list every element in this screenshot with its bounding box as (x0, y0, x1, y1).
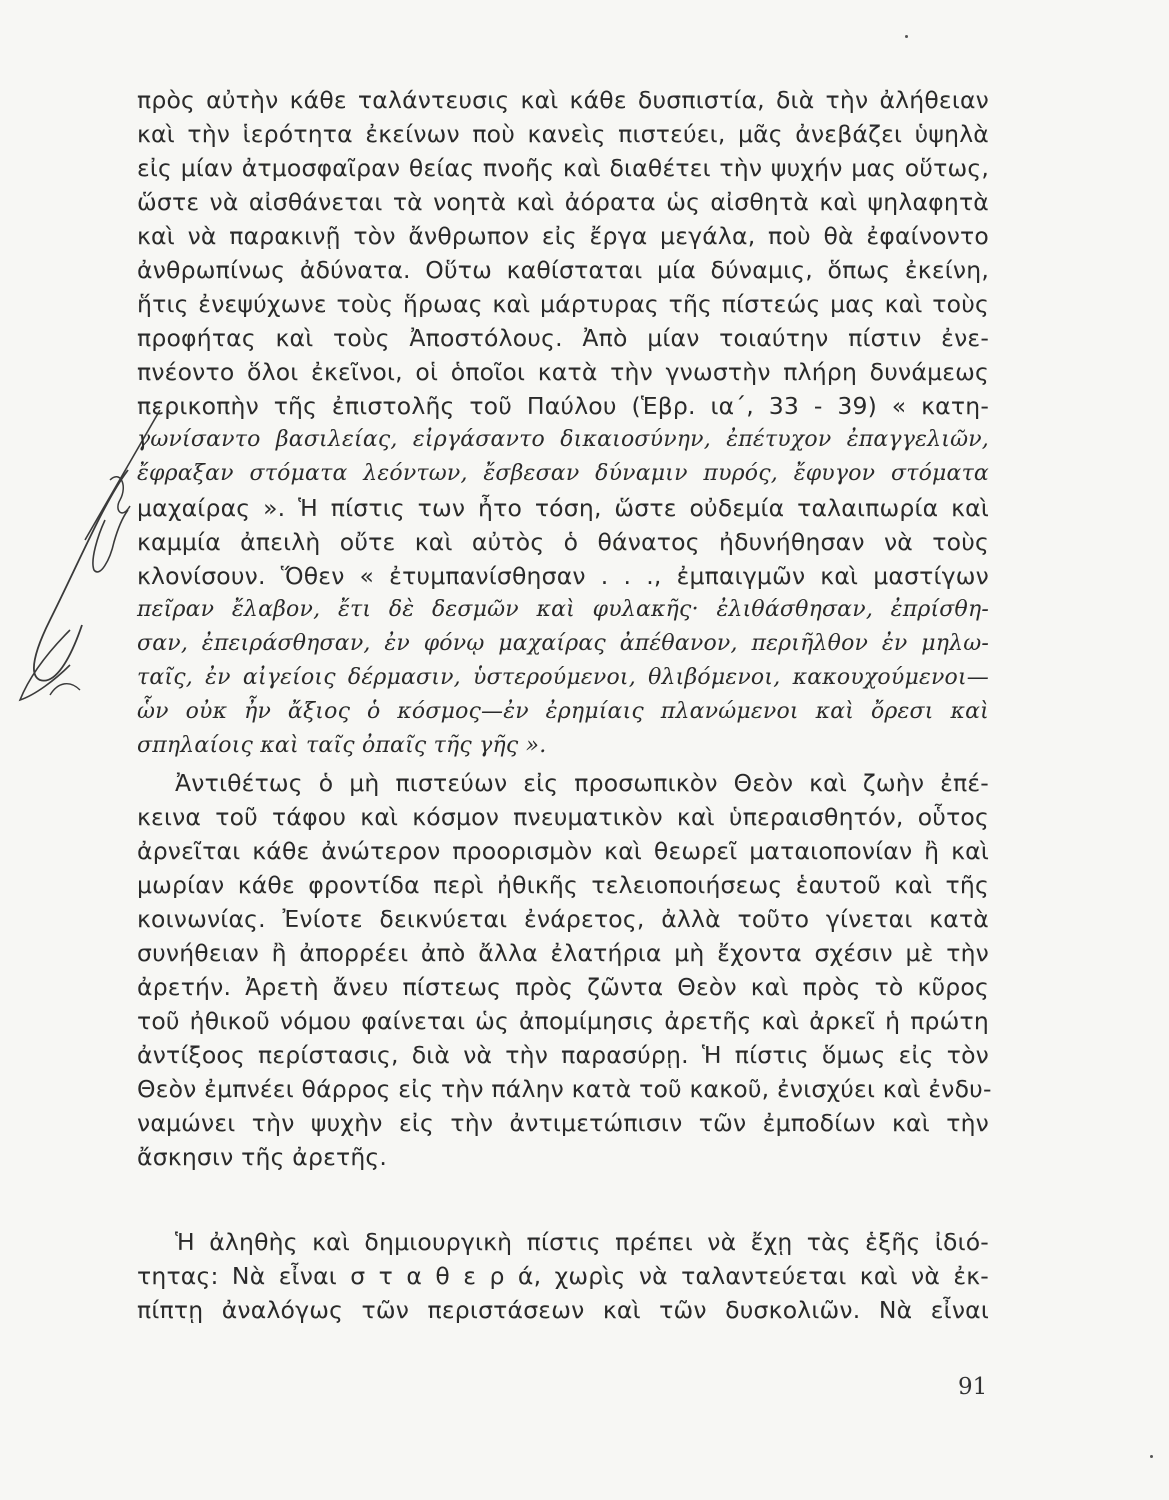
text-line: ταῖς, ἐν αἰγείοις δέρμασιν, ὑστερούμενοι, θλιβόμενοι, κακουχούμενοι— (137, 665, 989, 690)
text-line: περικοπὴν τῆς ἐπιστολῆς τοῦ Παύλου (Ἑβρ. ια΄, 33 - 39) « κατη- (137, 392, 989, 420)
text-line: τοῦ ἠθικοῦ νόμου φαίνεται ὡς ἀπομίμησις ἀρετῆς καὶ ἀρκεῖ ἡ πρώτη (137, 1007, 989, 1035)
paper-speck (1150, 1455, 1153, 1458)
paper-speck (905, 35, 908, 38)
text-line: κλονίσουν. Ὅθεν « ἐτυμπανίσθησαν . . ., ἐμπαιγμῶν καὶ μαστίγων (137, 562, 989, 590)
text-line: ἔφραξαν στόματα λεόντων, ἔσβεσαν δύναμιν πυρός, ἔφυγον στόματα (137, 461, 989, 486)
text-line: Ἡ ἀληθὴς καὶ δημιουργικὴ πίστις πρέπει νὰ ἔχῃ τὰς ἑξῆς ἰδιό- (175, 1228, 989, 1256)
text-line: Ἀντιθέτως ὁ μὴ πιστεύων εἰς προσωπικὸν Θεὸν καὶ ζωὴν ἐπέ- (175, 769, 989, 797)
text-line: ἀντίξοος περίστασις, διὰ νὰ τὴν παρασύρῃ. Ἡ πίστις ὅμως εἰς τὸν (137, 1041, 989, 1069)
text-line: ὥστε νὰ αἰσθάνεται τὰ νοητὰ καὶ ἀόρατα ὡς αἰσθητὰ καὶ ψηλαφητὰ (137, 188, 989, 216)
text-line: γωνίσαντο βασιλείας, εἰργάσαντο δικαιοσύνην, ἐπέτυχον ἐπαγγελιῶν, (137, 427, 989, 452)
page-number: 91 (958, 1374, 988, 1400)
text-line: μαχαίρας ». Ἡ πίστις των ἦτο τόση, ὥστε οὐδεμία ταλαιπωρία καὶ (137, 494, 989, 522)
text-line: κεινα τοῦ τάφου καὶ κόσμον πνευματικὸν καὶ ὑπεραισθητόν, οὗτος (137, 803, 989, 831)
text-line: σαν, ἐπειράσθησαν, ἐν φόνῳ μαχαίρας ἀπέθανον, περιῆλθον ἐν μηλω- (137, 631, 989, 656)
text-line: ἀνθρωπίνως ἀδύνατα. Οὕτω καθίσταται μία δύναμις, ὅπως ἐκείνη, (137, 256, 989, 284)
text-line: πεῖραν ἔλαβον, ἔτι δὲ δεσμῶν καὶ φυλακῆς· ἐλιθάσθησαν, ἐπρίσθη- (137, 597, 989, 622)
text-line: πίπτῃ ἀναλόγως τῶν περιστάσεων καὶ τῶν δυσκολιῶν. Νὰ εἶναι (137, 1296, 989, 1324)
text-line: ἀρνεῖται κάθε ἀνώτερον προορισμὸν καὶ θεωρεῖ ματαιοπονίαν ἢ καὶ (137, 837, 989, 865)
text-line: ὧν οὐκ ἦν ἄξιος ὁ κόσμος—ἐν ἐρημίαις πλανώμενοι καὶ ὄρεσι καὶ (137, 699, 989, 724)
text-line: κοινωνίας. Ἐνίοτε δεικνύεται ἐνάρετος, ἀλλὰ τοῦτο γίνεται κατὰ (137, 905, 989, 933)
text-line: πνέοντο ὅλοι ἐκεῖνοι, οἱ ὁποῖοι κατὰ τὴν γνωστὴν πλήρη δυνάμεως (137, 358, 989, 386)
text-line: μωρίαν κάθε φροντίδα περὶ ἠθικῆς τελειοποιήσεως ἑαυτοῦ καὶ τῆς (137, 871, 989, 899)
text-line: ἄσκησιν τῆς ἀρετῆς. (137, 1143, 388, 1171)
text-line: καμμία ἀπειλὴ οὔτε καὶ αὐτὸς ὁ θάνατος ἠδυνήθησαν νὰ τοὺς (137, 528, 989, 556)
text-line: ἥτις ἐνεψύχωνε τοὺς ἥρωας καὶ μάρτυρας τῆς πίστεώς μας καὶ τοὺς (137, 290, 989, 318)
text-line: προφήτας καὶ τοὺς Ἀποστόλους. Ἀπὸ μίαν τοιαύτην πίστιν ἐνε- (137, 324, 989, 352)
text-line: ναμώνει τὴν ψυχὴν εἰς τὴν ἀντιμετώπισιν τῶν ἐμποδίων καὶ τὴν (137, 1109, 989, 1137)
text-line: εἰς μίαν ἀτμοσφαῖραν θείας πνοῆς καὶ διαθέτει τὴν ψυχήν μας οὕτως, (137, 154, 989, 182)
text-line: πρὸς αὐτὴν κάθε ταλάντευσις καὶ κάθε δυσπιστία, διὰ τὴν ἀλήθειαν (137, 86, 989, 114)
text-line: σπηλαίοις καὶ ταῖς ὀπαῖς τῆς γῆς ». (137, 733, 547, 758)
text-line: Θεὸν ἐμπνέει θάρρος εἰς τὴν πάλην κατὰ τοῦ κακοῦ, ἐνισχύει καὶ ἐνδυ- (137, 1075, 992, 1103)
text-line: τητας: Νὰ εἶναι σ τ α θ ε ρ ά, χωρὶς νὰ ταλαντεύεται καὶ νὰ ἐκ- (137, 1262, 989, 1290)
text-line: συνήθειαν ἢ ἀπορρέει ἀπὸ ἄλλα ἐλατήρια μὴ ἔχοντα σχέσιν μὲ τὴν (137, 939, 989, 967)
text-line: καὶ νὰ παρακινῇ τὸν ἄνθρωπον εἰς ἔργα μεγάλα, ποὺ θὰ ἐφαίνοντο (137, 222, 989, 250)
text-line: καὶ τὴν ἱερότητα ἐκείνων ποὺ κανεὶς πιστεύει, μᾶς ἀνεβάζει ὑψηλὰ (137, 120, 989, 148)
text-line: ἀρετήν. Ἀρετὴ ἄνευ πίστεως πρὸς ζῶντα Θεὸν καὶ πρὸς τὸ κῦρος (137, 973, 989, 1001)
